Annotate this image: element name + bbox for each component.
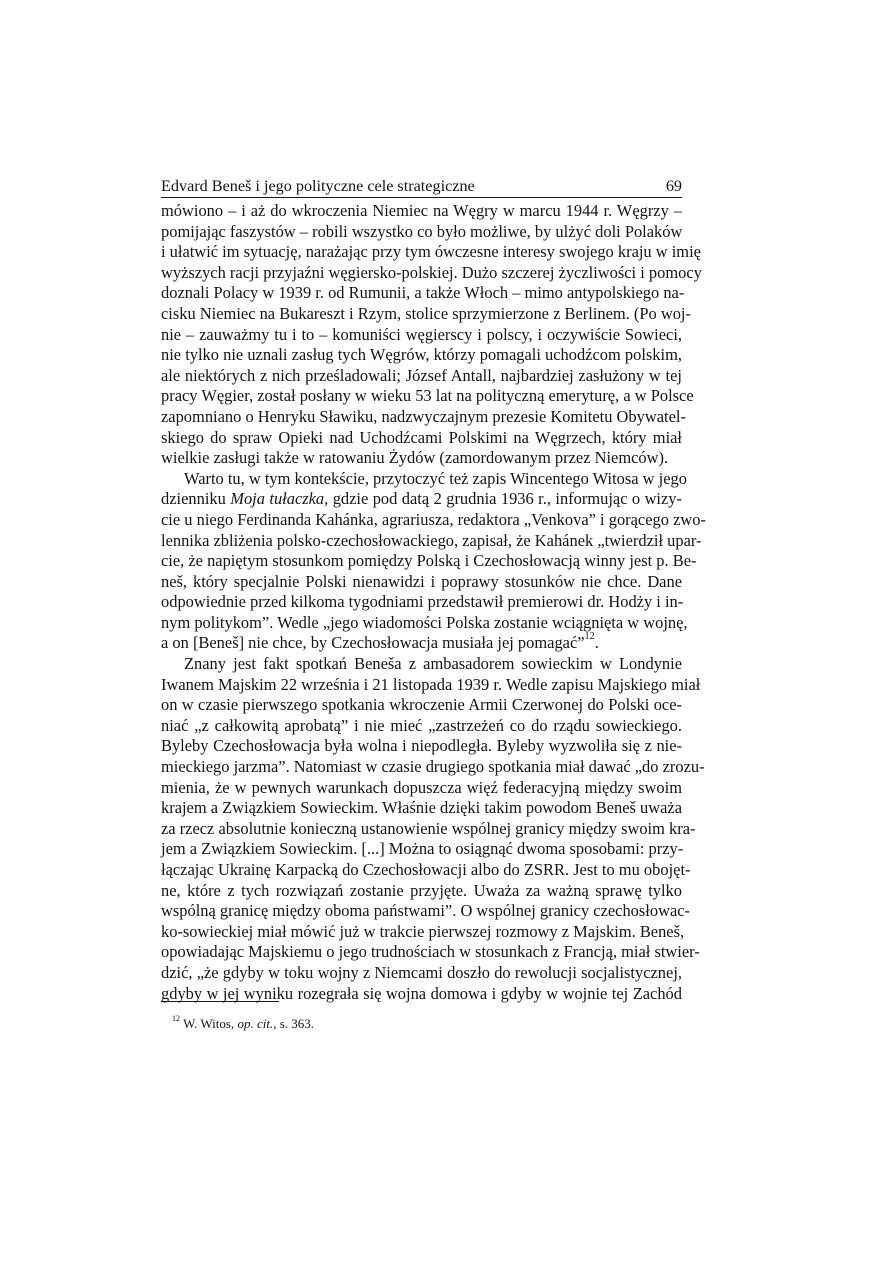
text-line: Iwanem Majskim 22 września i 21 listopada 1939 r. Wedle zapisu Majskiego miał (161, 674, 701, 694)
text-line: pomijając faszystów – robili wszystko co było możliwe, by ulżyć doli Polaków (161, 221, 683, 241)
text-line: gdyby w jej wyniku rozegrała się wojna domowa i gdyby w wojnie tej Zachód (161, 983, 682, 1003)
running-header-title: Edvard Beneš i jego polityczne cele strategiczne (161, 177, 475, 195)
text-line: ne, które z tych rozwiązań zostanie przyjęte. Uważa za ważną sprawę tylko (161, 880, 682, 900)
text-line: niać „z całkowitą aprobatą” i nie mieć „zastrzeżeń co do rządu sowieckiego. (161, 715, 682, 735)
text-line: jem a Związkiem Sowieckim. [...] Można to osiągnąć dwoma sposobami: przy- (161, 839, 684, 859)
footnote-pages: , s. 363. (273, 1016, 314, 1031)
text-line: i ułatwić im sytuację, narażając przy tym ówczesne interesy swojego kraju w imię (161, 242, 701, 262)
text-line: neš, który specjalnie Polski nienawidzi i poprawy stosunków nie chce. Dane (161, 571, 682, 591)
footnote-rule (161, 1001, 279, 1002)
text-line: nie – zauważmy tu i to – komuniści węgierscy i polscy, i oczywiście Sowieci, (161, 324, 682, 344)
text-fragment: dzienniku (161, 489, 231, 509)
text-line: nym politykom”. Wedle „jego wiadomości Polska zostanie wciągnięta w wojnę, (161, 612, 688, 632)
footnote (172, 1016, 314, 1032)
text-line: Warto tu, w tym kontekście, przytoczyć też zapis Wincentego Witosa w jego (184, 468, 687, 488)
text-line-with-title (161, 489, 682, 510)
footnote-number: 12 (172, 1014, 181, 1024)
text-line: wielkie zasługi także w ratowaniu Żydów (zamordowanym przez Niemców). (161, 448, 669, 468)
text-line: ale niektórych z nich prześladowali; József Antall, najbardziej zasłużony w tej (161, 365, 682, 385)
footnote-author: W. Witos, (183, 1016, 238, 1031)
text-line: mienia, że w pewnych warunkach dopuszcza więź federacyjną między swoim (161, 777, 682, 797)
text-line: ko-sowieckiej miał mówić już w trakcie pierwszej rozmowy z Majskim. Beneš, (161, 921, 685, 941)
text-line: mieckiego jarzma”. Natomiast w czasie drugiego spotkania miał dawać „do zrozu- (161, 757, 705, 777)
page-number: 69 (665, 177, 682, 195)
text-fragment: . (594, 633, 599, 653)
text-line-with-footnote (161, 633, 682, 654)
main-text (161, 201, 706, 1004)
text-line: lennika zbliżenia polsko-czechosłowackiego, zapisał, że Kahánek „twierdził upar- (161, 530, 702, 550)
text-line: cie, że napiętym stosunkom pomiędzy Polską i Czechosłowacją winny jest p. Be- (161, 551, 697, 571)
text-line: mówiono – i aż do wkroczenia Niemiec na Węgry w marcu 1944 r. Węgrzy – (161, 201, 682, 220)
text-line: Znany jest fakt spotkań Beneša z ambasadorem sowieckim w Londynie (184, 654, 682, 674)
book-title: Moja tułaczka, (230, 489, 329, 509)
text-line: nie tylko nie uznali zasług tych Węgrów, którzy pomagali uchodźcom polskim, (161, 345, 682, 365)
text-line: opowiadając Majskiemu o jego trudnościach w stosunkach z Francją, miał stwier- (161, 942, 700, 962)
text-line: pracy Węgier, został posłany w wieku 53 lat na polityczną emeryturę, a w Polsce (161, 386, 694, 406)
text-line: wspólną granicę między oboma państwami”. O wspólnej granicy czechosłowac- (161, 901, 691, 921)
text-line: zapomniano o Henryku Sławiku, nadzwyczajnym prezesie Komitetu Obywatel- (161, 406, 686, 426)
footnote-marker: 12 (584, 631, 595, 643)
text-line: łączając Ukrainę Karpacką do Czechosłowacji albo do ZSRR. Jest to mu obojęt- (161, 860, 691, 879)
text-line: Byleby Czechosłowacja była wolna i niepodległa. Byleby wyzwoliła się z nie- (161, 736, 682, 756)
text-line: dzić, „że gdyby w toku wojny z Niemcami doszło do rewolucji socjalistycznej, (161, 962, 682, 982)
text-line: odpowiednie przed kilkoma tygodniami przedstawił premierowi dr. Hodży i in- (161, 592, 684, 612)
text-line: doznali Polacy w 1939 r. od Rumunii, a także Włoch – mimo antypolskiego na- (161, 283, 685, 303)
footnote-citation: op. cit. (237, 1016, 274, 1031)
text-fragment: gdzie pod datą 2 grudnia 1936 r., informując o wizy- (328, 489, 682, 509)
text-line: krajem a Związkiem Sowieckim. Właśnie dzięki takim powodom Beneš uważa (161, 798, 682, 818)
text-fragment: a on [Beneš] nie chce, by Czechosłowacja musiała jej pomagać” (161, 633, 585, 653)
header-rule (161, 197, 682, 198)
text-line: wyższych racji przyjaźni węgiersko-polskiej. Dużo szczerej życzliwości i pomocy (161, 262, 702, 282)
text-line: cisku Niemiec na Bukareszt i Rzym, stolice sprzymierzone z Berlinem. (Po woj- (161, 303, 691, 323)
text-line: cie u niego Ferdinanda Kahánka, agrariusza, redaktora „Venkova” i gorącego zwo- (161, 509, 706, 529)
text-line: on w czasie pierwszego spotkania wkroczenie Armii Czerwonej do Polski oce- (161, 695, 682, 715)
text-line: skiego do spraw Opieki nad Uchodźcami Polskimi na Węgrzech, który miał (161, 427, 682, 447)
text-line: za rzecz absolutnie konieczną ustanowienie wspólnej granicy między swoim kra- (161, 818, 696, 838)
